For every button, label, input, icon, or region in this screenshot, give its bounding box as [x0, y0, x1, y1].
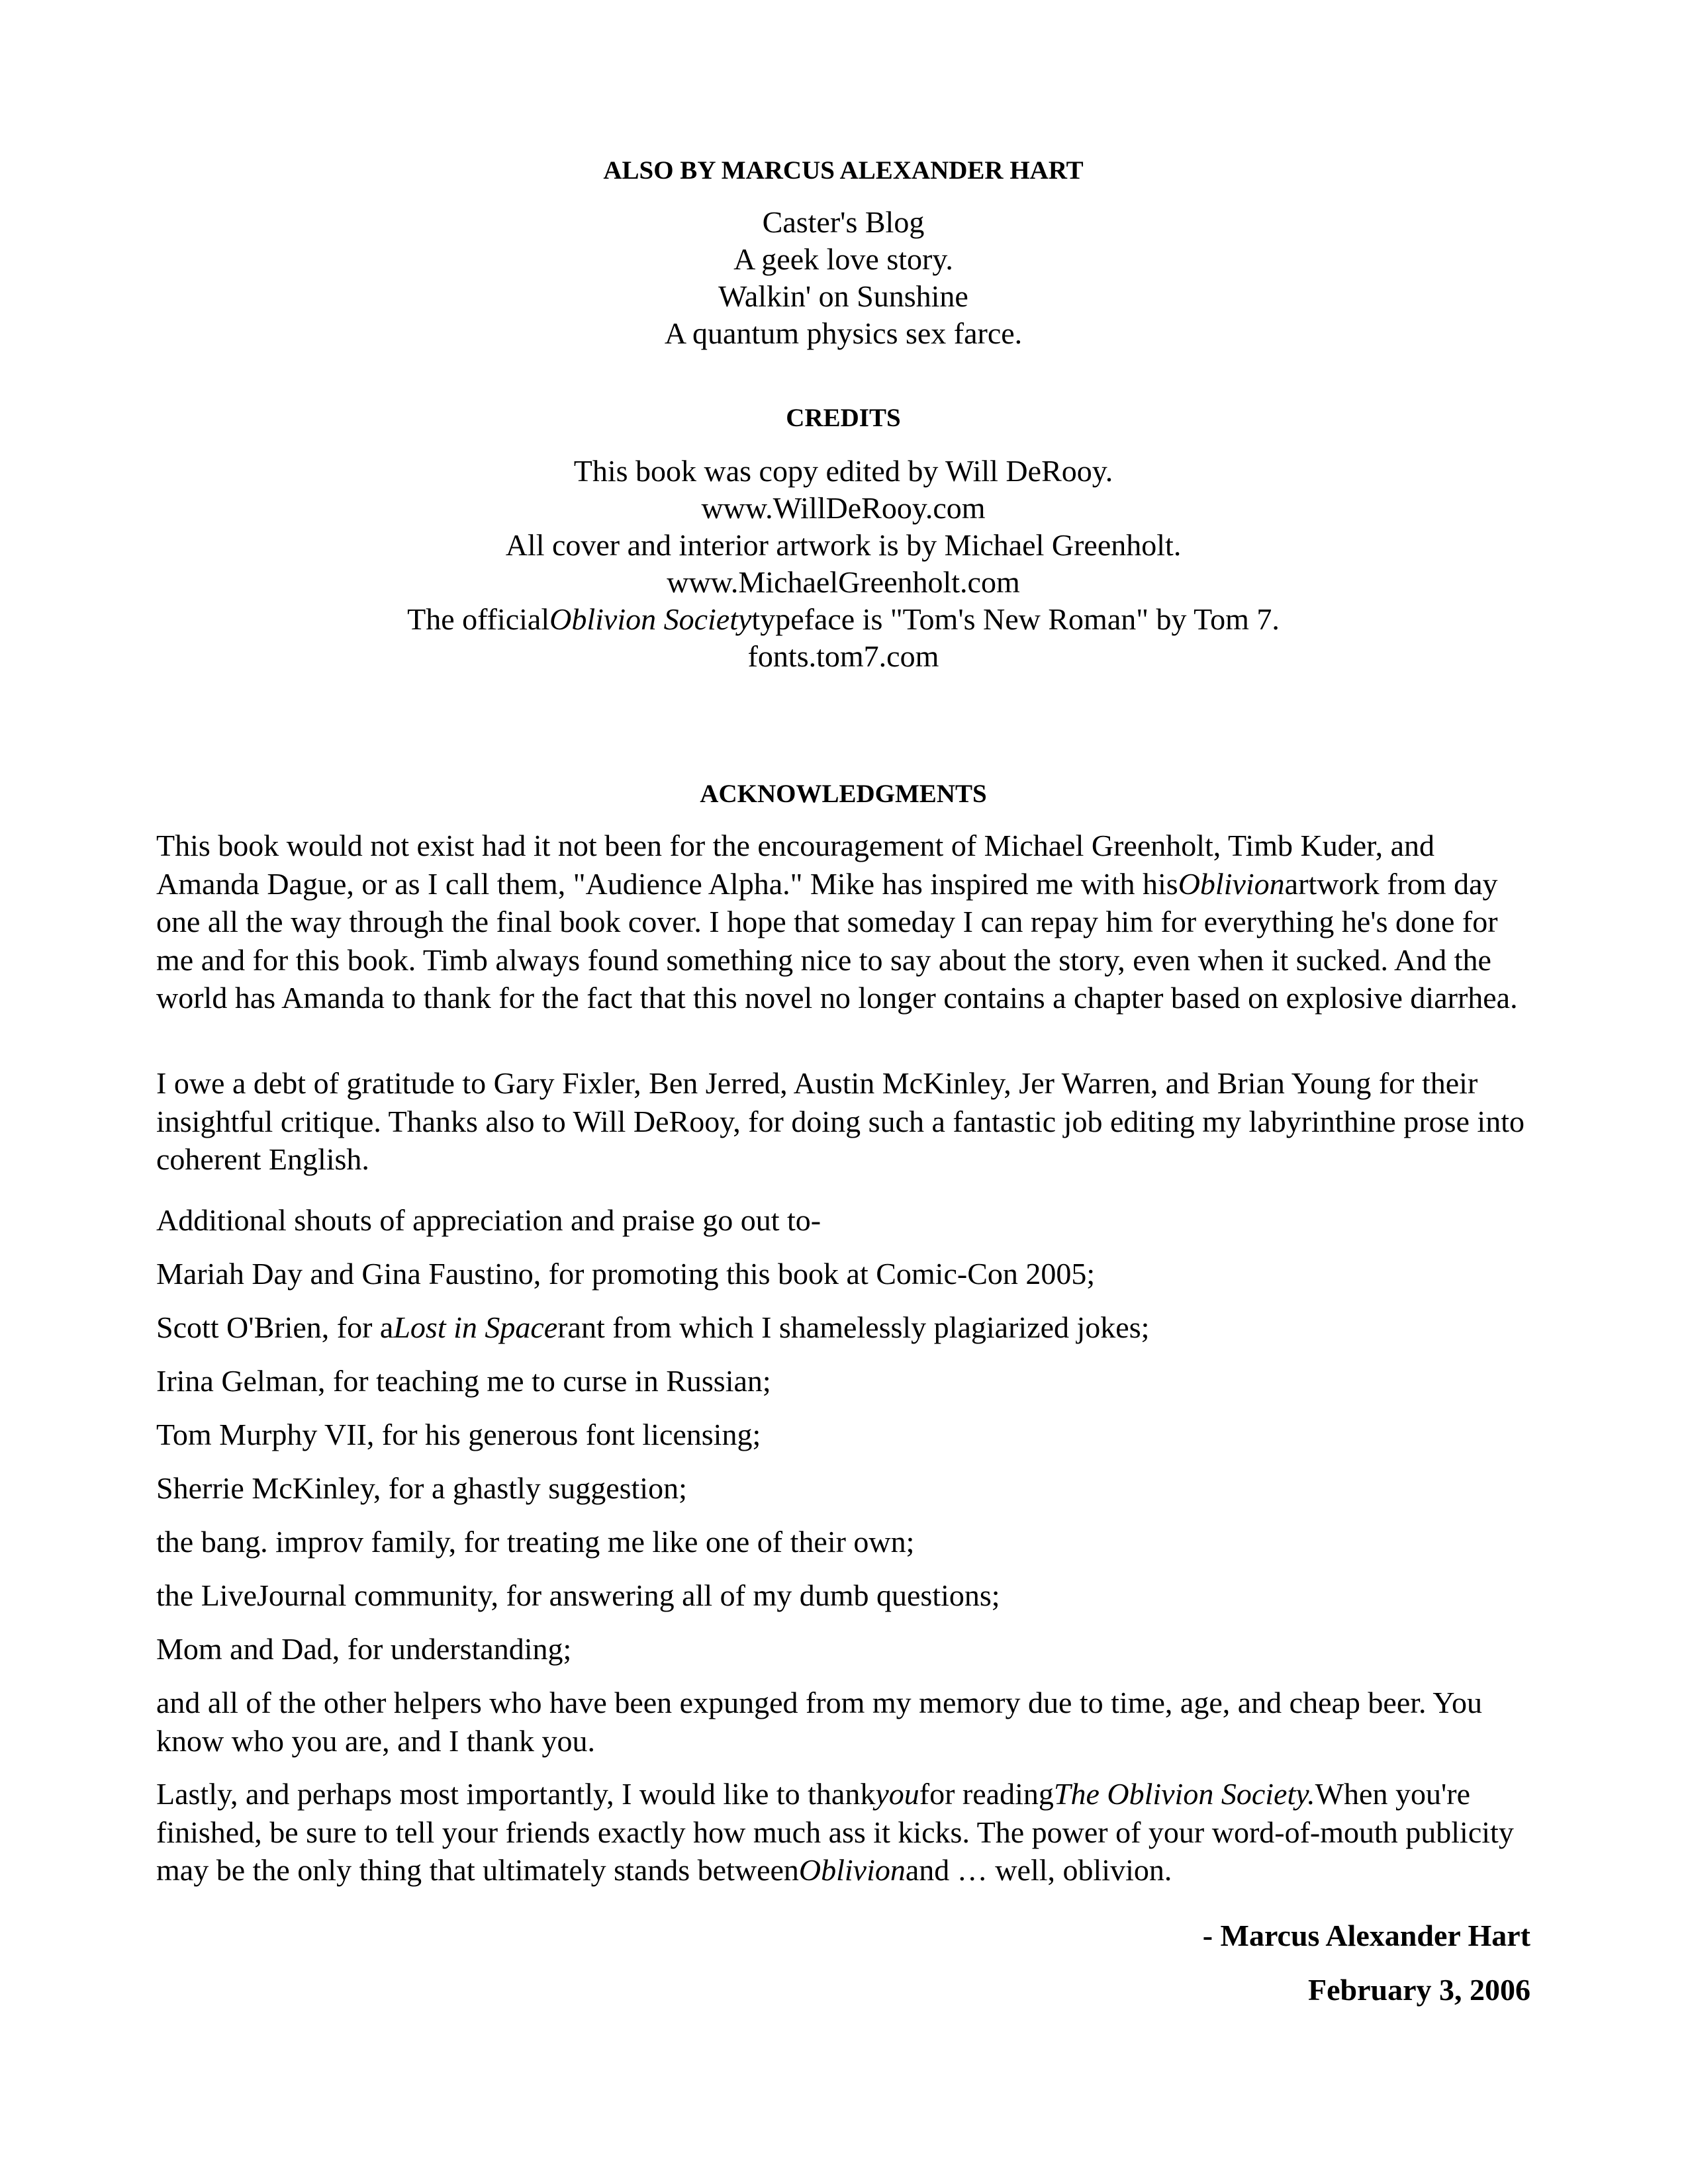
emphasis-italic: you: [875, 1777, 919, 1811]
book-title-italic: Oblivion: [798, 1853, 906, 1887]
credits-text: The official: [407, 602, 550, 636]
ack-text: and … well, oblivion.: [905, 1853, 1172, 1887]
ack-paragraph-8: Sherrie McKinley, for a ghastly suggestion;: [156, 1471, 687, 1505]
also-by-line: Walkin' on Sunshine: [718, 279, 968, 313]
book-title-italic: Oblivion Society: [549, 602, 752, 636]
credits-line: www.MichaelGreenholt.com: [667, 565, 1020, 599]
ack-paragraph-7: Tom Murphy VII, for his generous font licensing;: [156, 1418, 761, 1451]
credits-text: typeface is "Tom's New Roman" by Tom 7.: [751, 602, 1280, 636]
ack-paragraph-4: Mariah Day and Gina Faustino, for promoting this book at Comic-Con 2005;: [156, 1257, 1096, 1291]
show-title-italic: Lost in Space: [393, 1310, 558, 1344]
ack-paragraph-6: Irina Gelman, for teaching me to curse in Russian;: [156, 1364, 771, 1398]
book-title-italic: The Oblivion Society.: [1053, 1777, 1315, 1811]
credits-line: All cover and interior artwork is by Michael Greenholt.: [505, 528, 1182, 562]
ack-paragraph-5: [156, 1308, 1530, 1347]
ack-text: Lastly, and perhaps most importantly, I would like to thank: [156, 1777, 876, 1811]
acknowledgments-heading: ACKNOWLEDGMENTS: [700, 780, 987, 808]
also-by-line: A quantum physics sex farce.: [664, 316, 1023, 350]
ack-text: This book would not exist had it not been for the encouragement of Michael Greenholt, Timb Kuder, and Amanda Dague, or as I call them, "Audience Alpha." Mike has inspired me with his: [156, 829, 1435, 901]
credits-line: This book was copy edited by Will DeRooy.: [573, 454, 1113, 488]
ack-text: When you're finished, be sure to tell your friends exactly how much ass it kicks. The power of your word-of-mouth publicity may be the only thing that ultimately stands between: [156, 1777, 1514, 1887]
credits-typeface-line: [156, 601, 1530, 638]
credits-heading: CREDITS: [786, 404, 901, 432]
ack-text: rant from which I shamelessly plagiarized jokes;: [557, 1310, 1150, 1344]
ack-paragraph-10: the LiveJournal community, for answering all of my dumb questions;: [156, 1578, 1000, 1612]
credits-line: fonts.tom7.com: [747, 639, 939, 673]
ack-paragraph-13: [156, 1775, 1530, 1889]
also-by-heading: ALSO BY MARCUS ALEXANDER HART: [603, 156, 1084, 185]
book-title-italic: Oblivion: [1178, 866, 1285, 901]
ack-text: artwork from day one all the way through the final book cover. I hope that someday I can repay him for everything he's done for me and for this book. Timb always found something nice to say about the story, even when it sucked. And the world has Amanda to thank for the fact that this novel no longer contains a chapter based on explosive diarrhea.: [156, 866, 1518, 1015]
ack-paragraph-9: the bang. improv family, for treating me like one of their own;: [156, 1525, 915, 1559]
ack-paragraph-1: [156, 827, 1530, 1017]
ack-paragraph-12: and all of the other helpers who have been expunged from my memory due to time, age, and cheap beer. You know who you are, and I thank you.: [156, 1686, 1482, 1758]
document-page: [156, 0, 1530, 2184]
author-signature: - Marcus Alexander Hart: [1202, 1919, 1530, 1952]
ack-text: for reading: [919, 1777, 1054, 1811]
ack-text: Scott O'Brien, for a: [156, 1310, 394, 1344]
also-by-line: Caster's Blog: [762, 205, 925, 239]
ack-paragraph-11: Mom and Dad, for understanding;: [156, 1632, 572, 1666]
ack-paragraph-2: I owe a debt of gratitude to Gary Fixler, Ben Jerred, Austin McKinley, Jer Warren, and Brian Young for their insightful critique. Thanks also to Will DeRooy, for doing such a fantastic job editing my labyrinthine prose into coherent English.: [156, 1066, 1524, 1176]
credits-line: www.WillDeRooy.com: [701, 491, 986, 525]
also-by-line: A geek love story.: [733, 242, 953, 276]
signature-date: February 3, 2006: [1307, 1973, 1530, 2007]
ack-paragraph-3: Additional shouts of appreciation and praise go out to-: [156, 1203, 821, 1237]
